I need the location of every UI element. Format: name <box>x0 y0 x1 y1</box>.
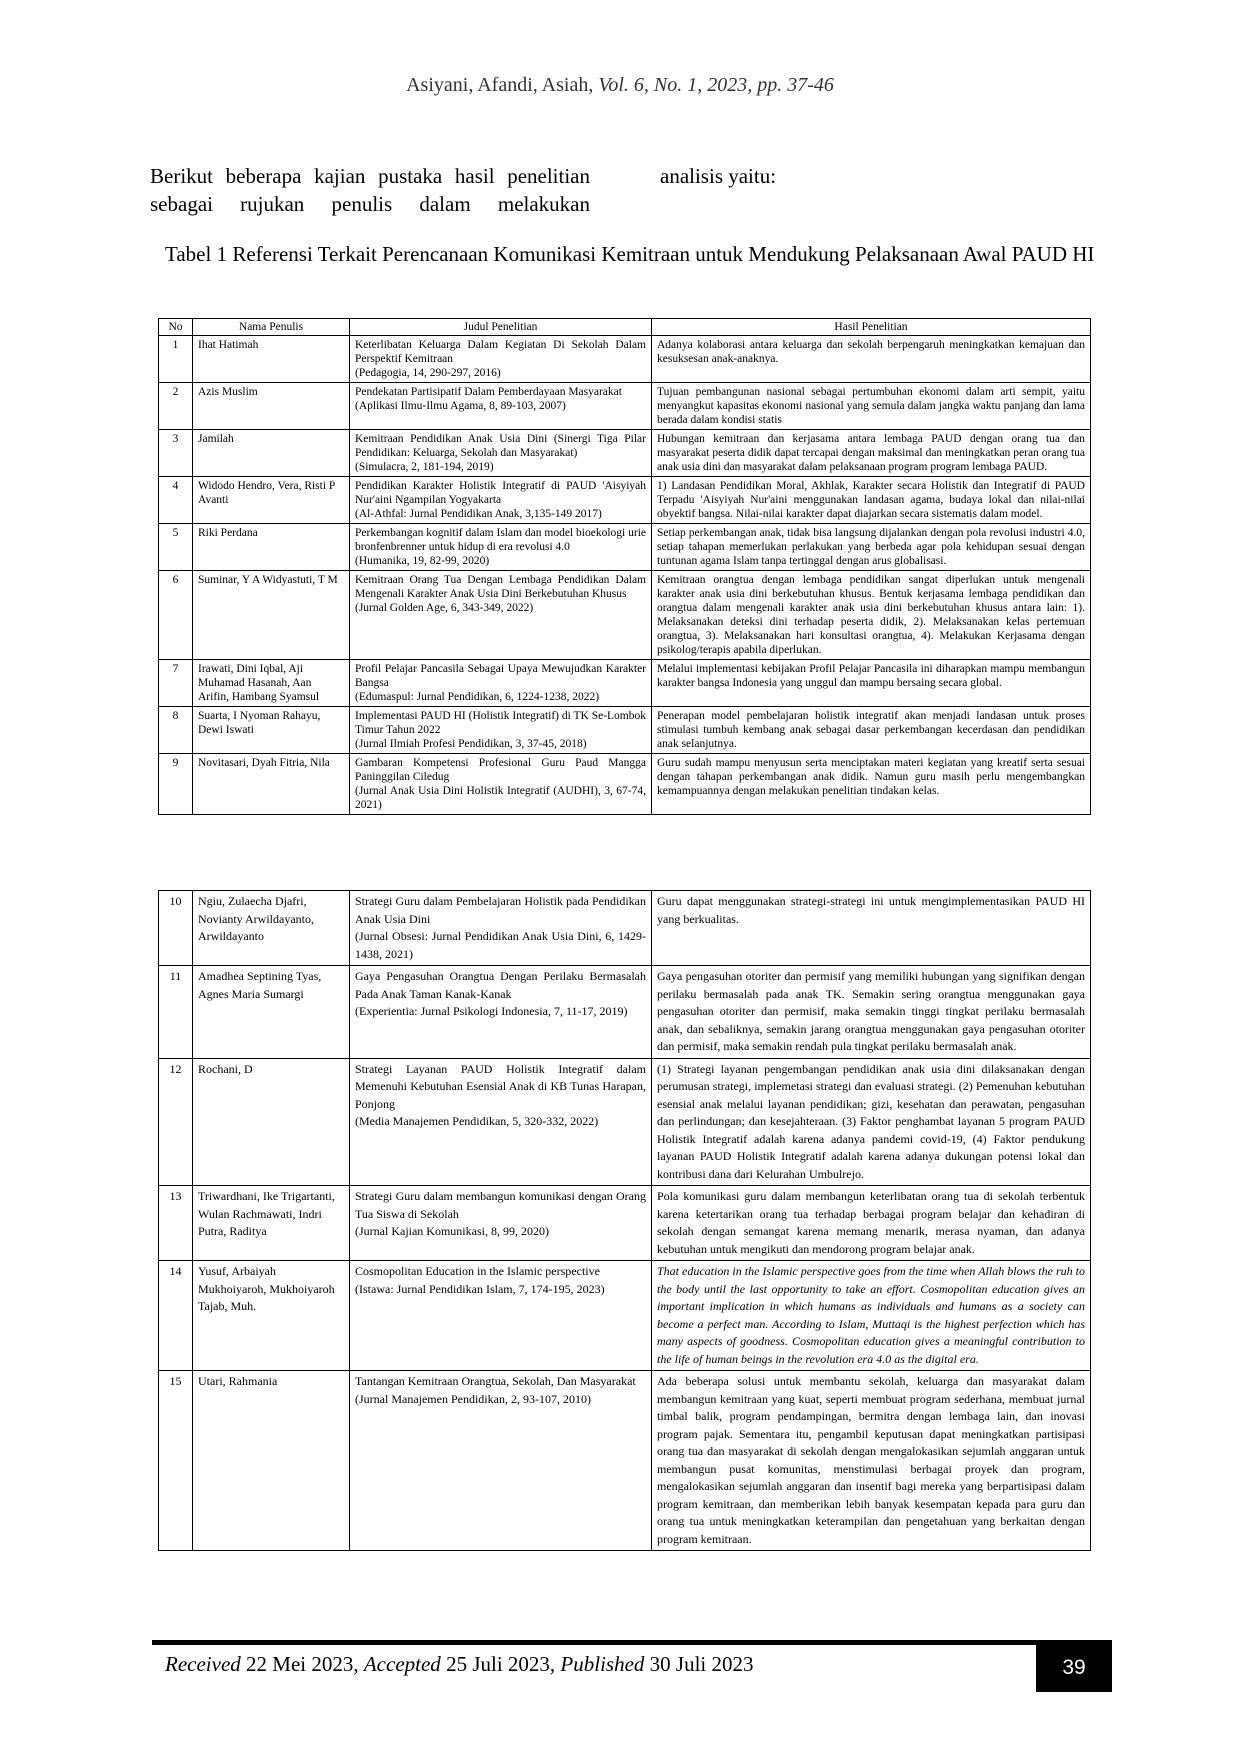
cell-author: Widodo Hendro, Vera, Risti P Avanti <box>193 477 350 524</box>
title-text: Strategi Guru dalam Pembelajaran Holistik pada Pendidikan Anak Usia Dini <box>355 894 646 926</box>
accepted-date: 25 Juli 2023, <box>446 1652 556 1676</box>
footer-dates <box>165 1650 754 1678</box>
page-number: 39 <box>1036 1644 1112 1692</box>
cell-title <box>350 1186 652 1261</box>
intro-line-1: Berikut beberapa kajian pustaka hasil penelitian <box>150 164 590 188</box>
cell-no: 4 <box>159 477 193 524</box>
table-row <box>159 524 1091 571</box>
column-header-result: Hasil Penelitian <box>652 319 1091 336</box>
cell-no: 7 <box>159 660 193 707</box>
cell-result: 1) Landasan Pendidikan Moral, Akhlak, Karakter secara Holistik dan Integratif di PAUD Terpadu 'Aisyiyah Nur'aini menggunakan landasan agama, budaya lokal dan nilai-nilai obyektif bangsa. Nilai-nilai karakter dapat diajarkan secara sistematis dalam model. <box>652 477 1091 524</box>
title-text: Tantangan Kemitraan Orangtua, Sekolah, Dan Masyarakat <box>355 1374 636 1388</box>
table-body-part-2 <box>159 891 1091 1551</box>
title-text: Kemitraan Orang Tua Dengan Lembaga Pendidikan Dalam Mengenali Karakter Anak Usia Dini Berkebutuhan Khusus <box>355 574 646 600</box>
cell-title <box>350 891 652 966</box>
table-row <box>159 660 1091 707</box>
cell-title <box>350 1371 652 1551</box>
cell-result: Adanya kolaborasi antara keluarga dan sekolah berpengaruh meningkatkan kemajuan dan kesuksesan anak-anaknya. <box>652 336 1091 383</box>
footer-rule <box>152 1640 1112 1645</box>
table-row <box>159 430 1091 477</box>
source-text: (Pedagogia, 14, 290-297, 2016) <box>355 367 501 379</box>
table-caption: Tabel 1 Referensi Terkait Perencanaan Komunikasi Kemitraan untuk Mendukung Pelaksanaan Awal PAUD HI <box>165 242 1095 266</box>
intro-line-2: sebagai rujukan penulis dalam melakukan <box>150 192 590 216</box>
table-row <box>159 707 1091 754</box>
cell-no: 11 <box>159 966 193 1059</box>
source-text: (Istawa: Jurnal Pendidikan Islam, 7, 174-195, 2023) <box>355 1281 605 1296</box>
cell-no: 12 <box>159 1058 193 1186</box>
cell-result: Guru dapat menggunakan strategi-strategi ini untuk mengimplementasikan PAUD HI yang berkualitas. <box>652 891 1091 966</box>
table-row <box>159 1371 1091 1551</box>
cell-title <box>350 1058 652 1186</box>
cell-no: 1 <box>159 336 193 383</box>
cell-author: Irawati, Dini Iqbal, Aji Muhamad Hasanah, Aan Arifin, Hambang Syamsul <box>193 660 350 707</box>
cell-result: Gaya pengasuhan otoriter dan permisif yang memiliki hubungan yang signifikan dengan perilaku bermasalah pada anak TK. Semakin sering orangtua menggunakan gaya pengasuhan otoriter dan permisif, maka semakin tinggi tingkat perilaku bermasalah anak, dan sebaliknya, semakin jarang orangtua menggunakan gaya pengasuhan otoriter dan permisif, maka semakin rendah pula tingkat perilaku bermasalah anak. <box>652 966 1091 1059</box>
reference-table-part-2 <box>158 890 1091 1551</box>
running-head <box>0 74 1240 97</box>
title-text: Pendekatan Partisipatif Dalam Pemberdayaan Masyarakat <box>355 386 622 398</box>
cell-result: Guru sudah mampu menyusun serta menciptakan materi kegiatan yang kreatif serta sesuai dengan tahapan perkembangan anak didik. Namun guru masih perlu mengembangkan kemampuannya dengan melakukan penelitian tindakan kelas. <box>652 754 1091 815</box>
cell-title <box>350 571 652 660</box>
cell-no: 10 <box>159 891 193 966</box>
intro-line-3: analisis yaitu: <box>660 164 777 188</box>
cell-result: (1) Strategi layanan pengembangan pendidikan anak usia dini dilaksanakan dengan perumusan strategi, implemetasi strategi dan evaluasi strategi. (2) Pemenuhan kebutuhan esensial anak melalui layanan pendidikan; gizi, kesehatan dan perawatan, pengasuhan dan perlindungan; dan kesejahteraan. (3) Faktor penghambat layanan 5 program PAUD Holistik Integratif adalah karena adanya pandemi covid-19, (4) Faktor pendukung layanan PAUD Holistik Integratif adalah karena adanya dukungan potensi lokal dan kontribusi dana dari Kelurahan Umbulrejo. <box>652 1058 1091 1186</box>
cell-no: 9 <box>159 754 193 815</box>
accepted-label: Accepted <box>363 1652 441 1676</box>
source-text: (Jurnal Anak Usia Dini Holistik Integratif (AUDHI), 3, 67-74, 2021) <box>355 785 646 811</box>
table-row <box>159 1058 1091 1186</box>
title-text: Strategi Layanan PAUD Holistik Integratif dalam Memenuhi Kebutuhan Esensial Anak di KB Tunas Harapan, Ponjong <box>355 1061 646 1111</box>
source-text: (Edumaspul: Jurnal Pendidikan, 6, 1224-1238, 2022) <box>355 691 600 703</box>
received-label: Received <box>165 1652 241 1676</box>
cell-author: Rochani, D <box>193 1058 350 1186</box>
cell-no: 3 <box>159 430 193 477</box>
intro-paragraph <box>150 162 590 218</box>
published-label: Published <box>560 1652 645 1676</box>
table-row <box>159 891 1091 966</box>
cell-result: Tujuan pembangunan nasional sebagai pertumbuhan ekonomi dalam arti sempit, yaitu menyangkut kapasitas ekonomi nasional yang semula dalam jangka waktu panjang dan lama berada dalam kondisi statis <box>652 383 1091 430</box>
source-text: (Experientia: Jurnal Psikologi Indonesia, 7, 11-17, 2019) <box>355 1004 628 1018</box>
title-text: Perkembangan kognitif dalam Islam dan model bioekologi urie bronfenbrenner untuk hidup di era revolusi 4.0 <box>355 527 646 553</box>
cell-author: Suminar, Y A Widyastuti, T M <box>193 571 350 660</box>
cell-author: Ihat Hatimah <box>193 336 350 383</box>
table-row <box>159 754 1091 815</box>
cell-result: Ada beberapa solusi untuk membantu sekolah, keluarga dan masyarakat dalam membangun kemitraan yang kuat, seperti membuat program sederhana, membuat jurnal timbal balik, program pendampingan, bermitra dengan lembaga lain, dan inovasi program pajak. Sementara itu, pengambil keputusan dapat meningkatkan partisipasi orang tua dan masyarakat di sekolah dengan mengalokasikan sejumlah anggaran untuk membangun pusat komunitas, menstimulasi berbagai proyek dan program, mengalokasikan sejumlah anggaran dan insentif bagi mereka yang berpartisipasi dalam program kemitraan, dan memberikan lebih banyak kesempatan kepada para guru dan orang tua untuk meningkatkan keterampilan dan pengetahuan yang berkaitan dengan program kemitraan. <box>652 1371 1091 1551</box>
cell-author: Amadhea Septining Tyas, Agnes Maria Sumargi <box>193 966 350 1059</box>
cell-title <box>350 1261 652 1371</box>
cell-no: 15 <box>159 1371 193 1551</box>
table-header-row <box>159 319 1091 336</box>
cell-title <box>350 336 652 383</box>
source-text: (Jurnal Manajemen Pendidikan, 2, 93-107, 2010) <box>355 1391 591 1406</box>
cell-title <box>350 430 652 477</box>
cell-title <box>350 707 652 754</box>
title-text: Gambaran Kompetensi Profesional Guru Paud Mangga Paninggilan Ciledug <box>355 757 646 783</box>
title-text: Strategi Guru dalam membangun komunikasi dengan Orang Tua Siswa di Sekolah <box>355 1189 646 1221</box>
cell-result: Setiap perkembangan anak, tidak bisa langsung dijalankan dengan pola revolusi industri 4.0, setiap tahapan memerlukan perlakukan yang berbeda agar pola kehidupan sesuai dengan tuntunan agama Islam tanpa tertinggal dengan arus globalisasi. <box>652 524 1091 571</box>
cell-title <box>350 477 652 524</box>
source-text: (Simulacra, 2, 181-194, 2019) <box>355 461 494 473</box>
cell-result: Pola komunikasi guru dalam membangun keterlibatan orang tua di sekolah terbentuk karena ketertarikan orang tua terhadap berbagai program belajar dan kehadiran di sekolah dengan semangat karena memang menarik, merasa nyaman, dan adanya kebutuhan untuk mengikuti dan mendorong program belajar anak. <box>652 1186 1091 1261</box>
title-text: Pendidikan Karakter Holistik Integratif di PAUD 'Aisyiyah Nur'aini Ngampilan Yogyakarta <box>355 480 646 506</box>
source-text: (Al-Athfal: Jurnal Pendidikan Anak, 3,135-149 2017) <box>355 508 602 520</box>
cell-author: Riki Perdana <box>193 524 350 571</box>
table-row <box>159 336 1091 383</box>
source-text: (Humanika, 19, 82-99, 2020) <box>355 555 490 567</box>
cell-no: 5 <box>159 524 193 571</box>
title-text: Gaya Pengasuhan Orangtua Dengan Perilaku Bermasalah Pada Anak Taman Kanak-Kanak <box>355 969 646 1001</box>
published-date: 30 Juli 2023 <box>649 1652 754 1676</box>
title-text: Cosmopolitan Education in the Islamic perspective <box>355 1264 600 1278</box>
column-header-no: No <box>159 319 193 336</box>
cell-author: Yusuf, Arbaiyah Mukhoiyaroh, Mukhoiyaroh Tajab, Muh. <box>193 1261 350 1371</box>
source-text: (Jurnal Ilmiah Profesi Pendidikan, 3, 37-45, 2018) <box>355 738 587 750</box>
title-text: Kemitraan Pendidikan Anak Usia Dini (Sinergi Tiga Pilar Pendidikan: Keluarga, Sekolah dan Masyarakat) <box>355 433 646 459</box>
source-text: (Media Manajemen Pendidikan, 5, 320-332, 2022) <box>355 1114 599 1128</box>
cell-no: 13 <box>159 1186 193 1261</box>
table-row <box>159 383 1091 430</box>
cell-author: Azis Muslim <box>193 383 350 430</box>
table-row <box>159 477 1091 524</box>
reference-table-part-1 <box>158 318 1091 815</box>
table-row <box>159 1186 1091 1261</box>
cell-author: Jamilah <box>193 430 350 477</box>
cell-author: Novitasari, Dyah Fitria, Nila <box>193 754 350 815</box>
source-text: (Aplikasi Ilmu-Ilmu Agama, 8, 89-103, 2007) <box>355 400 566 412</box>
table-row <box>159 966 1091 1059</box>
cell-no: 2 <box>159 383 193 430</box>
table-row <box>159 1261 1091 1371</box>
table-row <box>159 571 1091 660</box>
cell-result: Penerapan model pembelajaran holistik integratif akan menjadi landasan untuk proses stimulasi tumbuh kembang anak sebagai dasar perkembangan kecerdasan dan pendidikan anak selanjutnya. <box>652 707 1091 754</box>
column-header-title: Judul Penelitian <box>350 319 652 336</box>
title-text: Implementasi PAUD HI (Holistik Integratif) di TK Se-Lombok Timur Tahun 2022 <box>355 710 646 736</box>
received-date: 22 Mei 2023, <box>246 1652 359 1676</box>
cell-title <box>350 524 652 571</box>
title-text: Profil Pelajar Pancasila Sebagai Upaya Mewujudkan Karakter Bangsa <box>355 663 646 689</box>
source-text: (Jurnal Kajian Komunikasi, 8, 99, 2020) <box>355 1224 549 1238</box>
cell-title <box>350 966 652 1059</box>
cell-author: Ngiu, Zulaecha Djafri, Novianty Arwildayanto, Arwildayanto <box>193 891 350 966</box>
cell-result: Kemitraan orangtua dengan lembaga pendidikan sangat diperlukan untuk mengenali karakter anak usia dini berkebutuhan khusus. Bentuk kerjasama lembaga pendidikan dan orangtua dalam mengenali karakter anak usia dini berkebutuhan khusus antara lain: 1). Melaksanakan deteksi dini terhadap peserta didik, 2). Melaksanakan kelas pertemuan orangtua, 3). Melaksanakan hari konsultasi orangtua, 4). Melakukan Kerjasama dengan psikolog/terapis apabila diperlukan. <box>652 571 1091 660</box>
cell-result: Melalui implementasi kebijakan Profil Pelajar Pancasila ini diharapkan mampu membangun karakter bangsa Indonesia yang unggul dan mampu bersaing secara global. <box>652 660 1091 707</box>
table-body-part-1 <box>159 336 1091 815</box>
cell-author: Suarta, I Nyoman Rahayu, Dewi Iswati <box>193 707 350 754</box>
cell-title <box>350 754 652 815</box>
cell-no: 14 <box>159 1261 193 1371</box>
cell-no: 8 <box>159 707 193 754</box>
column-header-author: Nama Penulis <box>193 319 350 336</box>
cell-title <box>350 383 652 430</box>
cell-no: 6 <box>159 571 193 660</box>
cell-author: Utari, Rahmania <box>193 1371 350 1551</box>
source-text: (Jurnal Golden Age, 6, 343-349, 2022) <box>355 602 534 614</box>
running-head-authors: Asiyani, Afandi, Asiah, <box>406 74 594 96</box>
cell-result: That education in the Islamic perspective goes from the time when Allah blows the ruh to the body until the last opportunity to take an effort. Cosmopolitan education gives an important implication in which humans as individuals and humans as a society can become a perfect man. According to Islam, Muttaqi is the highest perfection which has many aspects of goodness. Cosmopolitan education gives a meaningful contribution to the life of human beings in the revolution era 4.0 as the digital era. <box>652 1261 1091 1371</box>
cell-result: Hubungan kemitraan dan kerjasama antara lembaga PAUD dengan orang tua dan masyarakat peserta didik dapat tercapai dengan maksimal dan meningkatkan peran orang tua anak usia dini dan masyarakat dalam pelaksanaan program program lembaga PAUD. <box>652 430 1091 477</box>
running-head-citation: Vol. 6, No. 1, 2023, pp. 37-46 <box>598 74 834 96</box>
source-text: (Jurnal Obsesi: Jurnal Pendidikan Anak Usia Dini, 6, 1429-1438, 2021) <box>355 929 646 961</box>
title-text: Keterlibatan Keluarga Dalam Kegiatan Di Sekolah Dalam Perspektif Kemitraan <box>355 339 646 365</box>
cell-author: Triwardhani, Ike Trigartanti, Wulan Rachmawati, Indri Putra, Raditya <box>193 1186 350 1261</box>
cell-title <box>350 660 652 707</box>
